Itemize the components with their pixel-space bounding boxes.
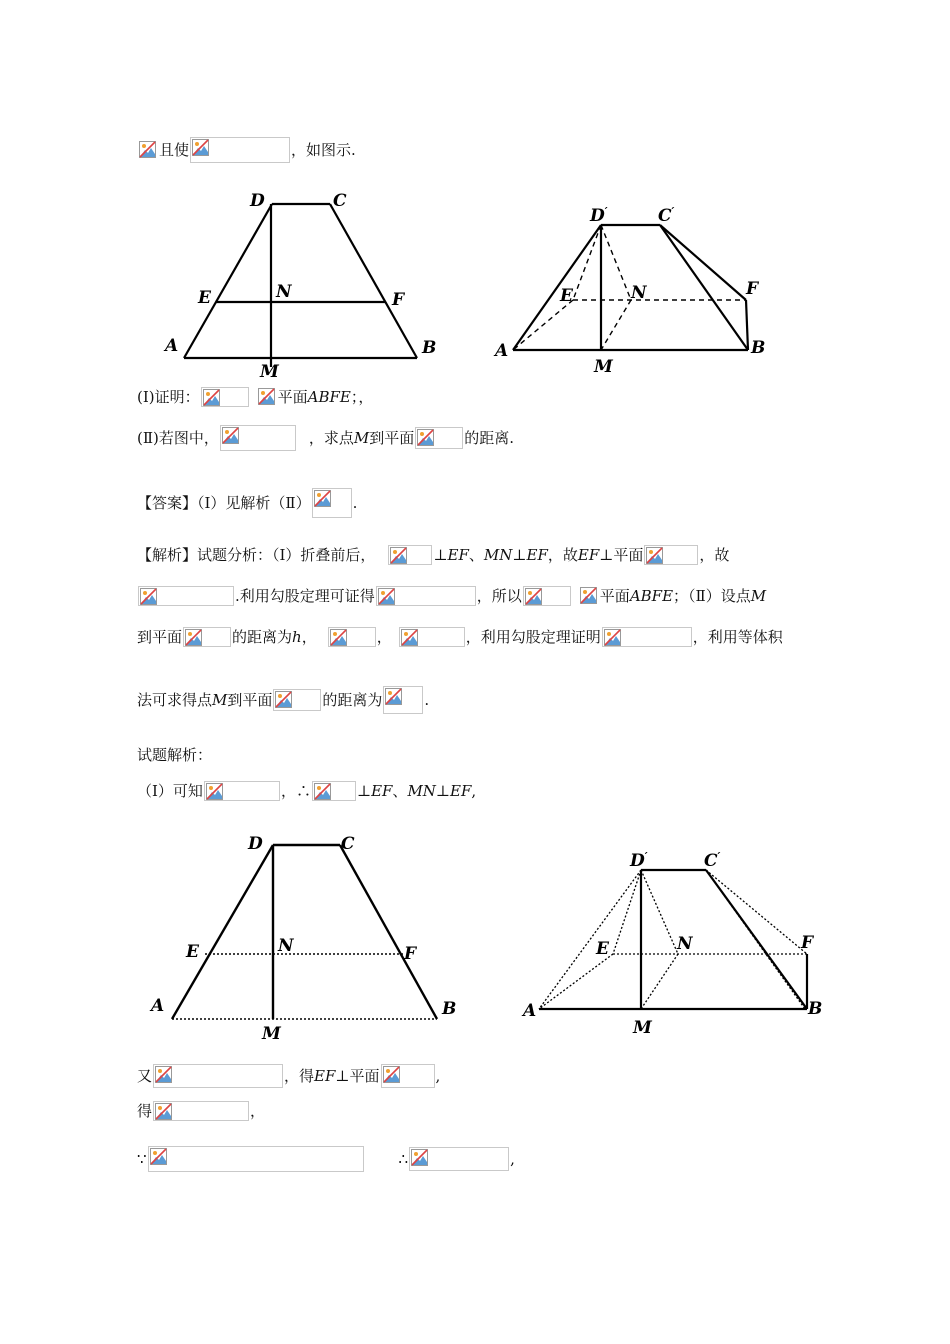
formula-image: [138, 586, 234, 606]
formula-image: [409, 1147, 509, 1171]
text: (Ⅱ)若图中，: [137, 429, 219, 447]
trapezoid-figure: [160, 185, 450, 380]
solution-line-1: [137, 779, 476, 802]
text: ，如图示.: [291, 141, 356, 159]
text: ，: [376, 628, 392, 646]
text: EF: [371, 782, 393, 800]
formula-image: [415, 427, 463, 449]
formula-image: [328, 627, 376, 647]
text: 又: [137, 1067, 153, 1085]
question-1: [137, 385, 373, 408]
formula-image: [399, 627, 465, 647]
text: ⊥: [356, 782, 372, 800]
text: 到平面: [227, 691, 273, 709]
formula-image: [312, 781, 356, 801]
text: ⊥: [435, 782, 451, 800]
text: h: [292, 628, 302, 646]
formula-image: [383, 686, 423, 714]
formula-image: [204, 781, 280, 801]
analysis-line-4: [137, 686, 429, 714]
text: ,: [510, 1150, 515, 1168]
label-E: E: [198, 288, 211, 308]
text: ，故: [699, 546, 730, 564]
text: .: [424, 691, 430, 709]
text: EF: [447, 546, 469, 564]
label-D-prime: D′: [630, 850, 648, 871]
text: 得: [137, 1102, 153, 1120]
label-C: C: [333, 191, 347, 211]
text: ，利用勾股定理证明: [465, 628, 601, 646]
formula-image: [602, 627, 692, 647]
analysis-line-1: [137, 543, 729, 566]
label-M: M: [260, 362, 279, 380]
solution-line-2: [137, 1064, 440, 1088]
text: ∵: [137, 1150, 147, 1168]
text: EF: [526, 546, 548, 564]
trapezoid-figure-2: [148, 828, 468, 1048]
text: 、: [392, 782, 408, 800]
label-B: B: [422, 338, 437, 358]
label-E: E: [560, 286, 573, 306]
broken-image-icon: [138, 140, 158, 160]
label-B: B: [751, 338, 766, 358]
text: (Ⅰ)证明：: [137, 388, 200, 406]
formula-image: [220, 425, 296, 451]
text: M: [750, 587, 767, 605]
text: 平面: [599, 587, 630, 605]
text: 【解析】试题分析：（Ⅰ）折叠前后，: [137, 546, 376, 564]
label-E: E: [186, 942, 199, 962]
label-M: M: [633, 1018, 652, 1038]
formula-image: [523, 586, 571, 606]
label-A: A: [151, 996, 165, 1016]
analysis-line-2: [137, 584, 766, 607]
label-N: N: [631, 283, 647, 303]
label-D-prime: D′: [590, 205, 608, 226]
formula-image: [312, 488, 352, 518]
intro-line: [137, 137, 356, 163]
formula-image: [183, 627, 231, 647]
text: 到平面: [137, 628, 183, 646]
analysis-line-3: [137, 625, 783, 648]
text: 平面: [277, 388, 308, 406]
label-A: A: [165, 336, 179, 356]
text: ⊥平面: [599, 546, 644, 564]
text: ∴: [398, 1150, 409, 1168]
formula-image: [273, 689, 321, 711]
text: ABFE: [307, 388, 351, 406]
text: ；，: [350, 388, 374, 406]
question-2: [137, 425, 514, 451]
label-M: M: [594, 357, 613, 377]
text: ，所以: [476, 587, 522, 605]
text: ，得: [284, 1067, 315, 1085]
text: 的距离为: [322, 691, 383, 709]
text: ，故: [547, 546, 578, 564]
text: ，∴: [280, 782, 311, 800]
text: 的距离为: [232, 628, 293, 646]
label-N: N: [276, 282, 292, 302]
text: MN: [407, 782, 436, 800]
text: ；（Ⅱ）设点: [673, 587, 751, 605]
label-A: A: [523, 1001, 537, 1021]
label-D: D: [248, 834, 263, 854]
text: EF: [314, 1067, 336, 1085]
text: .: [352, 494, 358, 512]
text: ABFE: [629, 587, 674, 605]
text: 法可求得点: [137, 691, 213, 709]
formula-image: [381, 1064, 435, 1088]
text: EF: [577, 546, 600, 564]
text: .利用勾股定理可证得: [235, 587, 375, 605]
formula-image: [153, 1064, 283, 1088]
text: M: [212, 691, 228, 709]
label-E: E: [596, 939, 609, 959]
label-M: M: [262, 1024, 281, 1044]
text: EF: [450, 782, 472, 800]
formula-image: [579, 586, 599, 606]
formula-image: [257, 387, 277, 407]
label-F: F: [392, 290, 405, 310]
text: MN: [483, 546, 513, 564]
formula-image: [190, 137, 290, 163]
label-N: N: [677, 934, 693, 954]
label-A: A: [495, 341, 509, 361]
label-N: N: [278, 936, 294, 956]
label-B: B: [808, 999, 823, 1019]
text: ⊥: [433, 546, 448, 564]
text: ⊥: [512, 546, 527, 564]
label-D: D: [250, 191, 265, 211]
text: M: [353, 429, 370, 447]
label-C-prime: C′: [704, 850, 721, 871]
text: ，求点: [308, 429, 354, 447]
text: 【答案】（Ⅰ）见解析（Ⅱ）: [137, 494, 311, 512]
folded-figure-2: [520, 842, 840, 1042]
solution-line-4: [137, 1146, 515, 1172]
text: ，: [250, 1102, 266, 1120]
text: （Ⅰ）可知: [137, 782, 203, 800]
formula-image: [376, 586, 476, 606]
text: ,: [435, 1067, 441, 1085]
text: ,: [471, 782, 477, 800]
text: 的距离.: [464, 429, 515, 447]
folded-figure: [490, 200, 780, 380]
label-F: F: [404, 944, 417, 964]
text: 且使: [159, 141, 190, 159]
text: ，利用等体积: [692, 628, 783, 646]
text: 到平面: [369, 429, 415, 447]
solution-heading: 试题解析：: [137, 746, 213, 764]
text: ⊥平面: [335, 1067, 380, 1085]
formula-image: [388, 545, 432, 565]
formula-image: [148, 1146, 364, 1172]
label-F: F: [746, 279, 759, 299]
formula-image: [201, 387, 249, 407]
label-F: F: [801, 933, 814, 953]
label-B: B: [442, 999, 457, 1019]
text: ，: [301, 628, 317, 646]
formula-image: [153, 1101, 249, 1121]
solution-line-3: [137, 1099, 265, 1122]
label-C-prime: C′: [658, 205, 675, 226]
text: 、: [468, 546, 484, 564]
formula-image: [644, 545, 698, 565]
label-C: C: [341, 834, 355, 854]
answer-line: [137, 488, 357, 518]
